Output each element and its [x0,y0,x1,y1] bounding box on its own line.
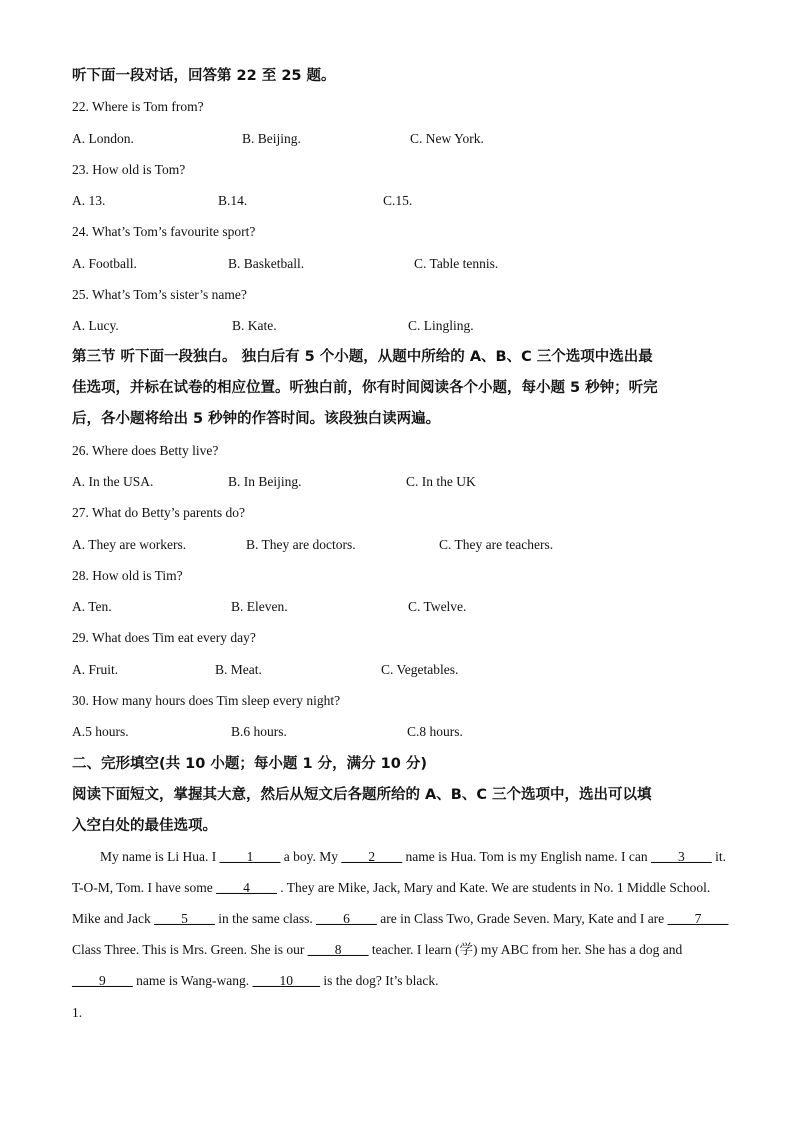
q24-option-b: B. Basketball. [228,256,305,271]
q22-option-c: C. New York. [410,131,484,146]
q25-option-c: C. Lingling. [408,318,474,333]
q30-option-c: C.8 hours. [407,724,463,739]
q23-option-c: C.15. [383,193,413,208]
q26-option-b: B. In Beijing. [228,474,302,489]
blank-4[interactable]: ____4____ [216,880,277,895]
q24-option-a: A. Football. [72,256,137,271]
blank-3[interactable]: ____3____ [651,849,712,864]
q30-option-a: A.5 hours. [72,724,129,739]
part-2-instructions-line-2: 入空白处的最佳选项。 [72,818,217,834]
q23-option-a: A. 13. [72,193,106,208]
question-22: 22. Where is Tom from? [72,99,204,114]
part-2-instructions-line-1: 阅读下面短文，掌握其大意，然后从短文后各题所给的 A、B、C 三个选项中，选出可以填 [72,787,652,803]
blank-9[interactable]: ____9____ [72,973,133,988]
q26-option-a: A. In the USA. [72,474,154,489]
cloze-passage: My name is Li Hua. I ____1____ a boy. My ____2____ name is Hua. Tom is my English name. I can ____3____ it. T-O-M, Tom. I have some ____4____ . They are Mike, Jack, Mary and Kate. We are students in No. 1 Middle School. Mike and Jack ____5____ in the same class. ____6____ are in Class Two, Grade Seven. Mary, Kate and I are ____7____ Class Three. This is Mrs. Green. She is our ____8____ teacher. I learn (学) my ABC from her. She has a dog and ____9____ name is Wang-wang. ____10____ is the dog? It’s black. [72,849,729,988]
section-3-instructions-line-1: 第三节 听下面一段独白。 独白后有 5 个小题，从题中所给的 A、B、C 三个选项中选出最 [72,349,653,365]
q28-option-b: B. Eleven. [231,599,288,614]
q30-option-b: B.6 hours. [231,724,287,739]
q29-option-c: C. Vegetables. [381,662,459,677]
blank-8[interactable]: ____8____ [307,942,369,957]
q27-option-b: B. They are doctors. [246,537,356,552]
question-26: 26. Where does Betty live? [72,443,219,458]
question-27: 27. What do Betty’s parents do? [72,505,245,520]
q25-option-a: A. Lucy. [72,318,119,333]
cloze-question-1-number: 1. [72,1005,83,1020]
q26-option-c: C. In the UK [406,474,476,489]
question-29: 29. What does Tim eat every day? [72,630,256,645]
q28-option-c: C. Twelve. [408,599,467,614]
q22-option-b: B. Beijing. [242,131,301,146]
q22-option-a: A. London. [72,131,134,146]
q25-option-b: B. Kate. [232,318,277,333]
blank-10[interactable]: ____10____ [252,973,321,988]
blank-5[interactable]: ____5____ [154,911,215,926]
question-25: 25. What’s Tom’s sister’s name? [72,287,247,302]
q29-option-b: B. Meat. [215,662,262,677]
question-23: 23. How old is Tom? [72,162,186,177]
blank-2[interactable]: ____2____ [341,849,403,864]
section-3-instructions-line-2: 佳选项，并标在试卷的相应位置。听独白前，你有时间阅读各个小题，每小题 5 秒钟；听完 [72,380,658,396]
q28-option-a: A. Ten. [72,599,112,614]
section-3-instructions-line-3: 后，各小题将给出 5 秒钟的作答时间。该段独白读两遍。 [72,411,441,427]
q29-option-a: A. Fruit. [72,662,119,677]
q27-option-c: C. They are teachers. [439,537,554,552]
blank-7[interactable]: ____7____ [667,911,729,926]
q27-option-a: A. They are workers. [72,537,187,552]
question-24: 24. What’s Tom’s favourite sport? [72,224,256,239]
q24-option-c: C. Table tennis. [414,256,499,271]
question-28: 28. How old is Tim? [72,568,183,583]
blank-6[interactable]: ____6____ [316,911,377,926]
blank-1[interactable]: ____1____ [219,849,281,864]
section-heading-22-25: 听下面一段对话，回答第 22 至 25 题。 [72,68,336,84]
part-2-heading: 二、完形填空(共 10 小题；每小题 1 分，满分 10 分) [72,756,427,772]
q23-option-b: B.14. [218,193,248,208]
question-30: 30. How many hours does Tim sleep every night? [72,693,341,708]
